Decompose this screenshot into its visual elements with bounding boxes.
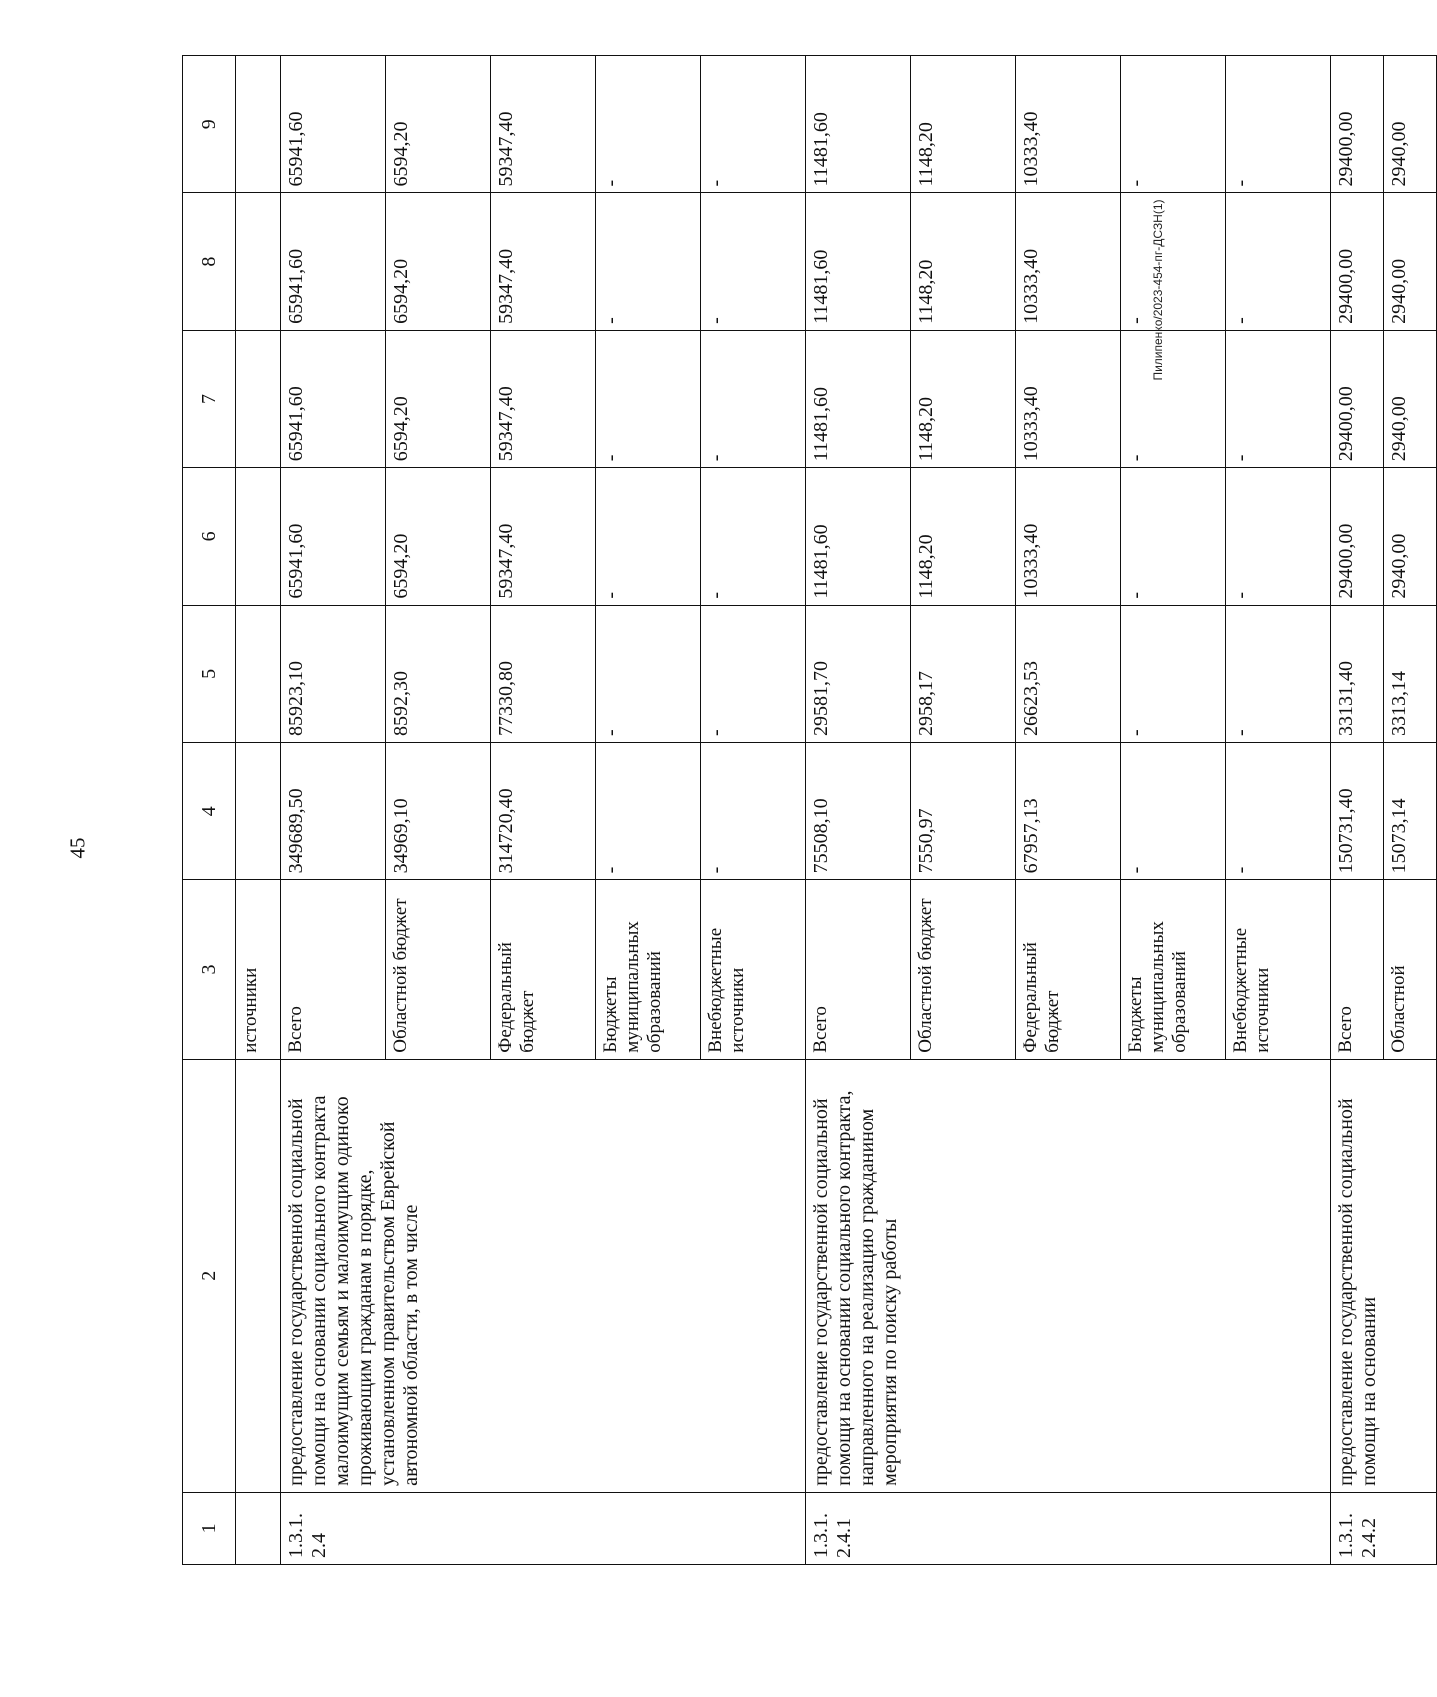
- amount-cell: 65941,60: [281, 193, 386, 330]
- amount-cell: -: [1121, 605, 1226, 742]
- amount-cell: -: [596, 743, 701, 880]
- item-description: предоставление государственной социальной помощи на основании: [1331, 1059, 1437, 1492]
- amount-cell: -: [1226, 605, 1331, 742]
- amount-cell: 6594,20: [386, 56, 491, 193]
- item-description: предоставление государственной социальной помощи на основании социального контракта, направленного на реализацию гражданином мероприятия по поиску работы: [806, 1059, 1331, 1492]
- funding-source: Областной: [1384, 880, 1437, 1059]
- amount-cell: -: [596, 56, 701, 193]
- table-row: [281, 56, 386, 1565]
- amount-cell: 29400,00: [1331, 330, 1384, 467]
- amount-cell: -: [1226, 330, 1331, 467]
- empty-cell: [236, 1059, 281, 1492]
- amount-cell: 1148,20: [911, 330, 1016, 467]
- amount-cell: -: [1121, 330, 1226, 467]
- amount-cell: 10333,40: [1016, 330, 1121, 467]
- amount-cell: 75508,10: [806, 743, 911, 880]
- amount-cell: 65941,60: [281, 468, 386, 605]
- amount-cell: -: [1121, 468, 1226, 605]
- column-header: 2: [183, 1059, 236, 1492]
- amount-cell: 1148,20: [911, 193, 1016, 330]
- funding-source: Областной бюджет: [911, 880, 1016, 1059]
- item-code: 1.3.1. 2.4.1: [806, 1492, 1331, 1564]
- amount-cell: -: [596, 330, 701, 467]
- column-header: 3: [183, 880, 236, 1059]
- empty-cell: [236, 605, 281, 742]
- amount-cell: 314720,40: [491, 743, 596, 880]
- amount-cell: 2940,00: [1384, 330, 1437, 467]
- amount-cell: 67957,13: [1016, 743, 1121, 880]
- column-header: 8: [183, 193, 236, 330]
- amount-cell: -: [596, 468, 701, 605]
- amount-cell: 10333,40: [1016, 193, 1121, 330]
- amount-cell: 2940,00: [1384, 193, 1437, 330]
- amount-cell: 6594,20: [386, 193, 491, 330]
- amount-cell: -: [596, 605, 701, 742]
- empty-cell: [236, 468, 281, 605]
- amount-cell: 59347,40: [491, 56, 596, 193]
- amount-cell: 8592,30: [386, 605, 491, 742]
- amount-cell: 349689,50: [281, 743, 386, 880]
- amount-cell: 7550,97: [911, 743, 1016, 880]
- amount-cell: -: [701, 605, 806, 742]
- amount-cell: 150731,40: [1331, 743, 1384, 880]
- amount-cell: 2940,00: [1384, 56, 1437, 193]
- amount-cell: -: [1226, 468, 1331, 605]
- amount-cell: 29400,00: [1331, 468, 1384, 605]
- amount-cell: -: [1226, 56, 1331, 193]
- amount-cell: 1148,20: [911, 56, 1016, 193]
- amount-cell: 65941,60: [281, 56, 386, 193]
- amount-cell: 6594,20: [386, 468, 491, 605]
- amount-cell: -: [701, 468, 806, 605]
- amount-cell: -: [1226, 743, 1331, 880]
- funding-source: Областной бюджет: [386, 880, 491, 1059]
- item-code: 1.3.1. 2.4.2: [1331, 1492, 1437, 1564]
- table-body: [183, 56, 1437, 1565]
- funding-source: Всего: [806, 880, 911, 1059]
- amount-cell: 2958,17: [911, 605, 1016, 742]
- amount-cell: 11481,60: [806, 330, 911, 467]
- amount-cell: 29400,00: [1331, 56, 1384, 193]
- amount-cell: 33131,40: [1331, 605, 1384, 742]
- funding-source: Федеральный бюджет: [491, 880, 596, 1059]
- amount-cell: 59347,40: [491, 193, 596, 330]
- amount-cell: 11481,60: [806, 468, 911, 605]
- table-row: [1331, 56, 1384, 1565]
- funding-source: Бюджеты муниципальных образований: [1121, 880, 1226, 1059]
- amount-cell: 11481,60: [806, 56, 911, 193]
- amount-cell: 26623,53: [1016, 605, 1121, 742]
- continuation-row: [236, 56, 281, 1565]
- amount-cell: -: [1121, 193, 1226, 330]
- budget-table: [182, 55, 1437, 1565]
- funding-source: Внебюджетные источники: [1226, 880, 1331, 1059]
- empty-cell: [236, 56, 281, 193]
- amount-cell: 15073,14: [1384, 743, 1437, 880]
- amount-cell: 77330,80: [491, 605, 596, 742]
- empty-cell: [236, 193, 281, 330]
- amount-cell: 59347,40: [491, 468, 596, 605]
- funding-source: Федеральный бюджет: [1016, 880, 1121, 1059]
- funding-source: Бюджеты муниципальных образований: [596, 880, 701, 1059]
- amount-cell: -: [596, 193, 701, 330]
- amount-cell: 34969,10: [386, 743, 491, 880]
- amount-cell: 29400,00: [1331, 193, 1384, 330]
- source-cell: источники: [236, 880, 281, 1059]
- footer-stamp: Пилипенко/2023-454-пг-ДСЗН(1): [1151, 199, 1165, 381]
- empty-cell: [236, 743, 281, 880]
- amount-cell: -: [701, 330, 806, 467]
- amount-cell: -: [701, 56, 806, 193]
- amount-cell: 1148,20: [911, 468, 1016, 605]
- amount-cell: 65941,60: [281, 330, 386, 467]
- amount-cell: 10333,40: [1016, 468, 1121, 605]
- amount-cell: 10333,40: [1016, 56, 1121, 193]
- amount-cell: 59347,40: [491, 330, 596, 467]
- amount-cell: -: [1121, 56, 1226, 193]
- amount-cell: -: [1226, 193, 1331, 330]
- column-header: 5: [183, 605, 236, 742]
- rotated-page: [182, 55, 1410, 1565]
- amount-cell: -: [1121, 743, 1226, 880]
- amount-cell: 85923,10: [281, 605, 386, 742]
- amount-cell: 11481,60: [806, 193, 911, 330]
- funding-source: Всего: [281, 880, 386, 1059]
- column-header: 6: [183, 468, 236, 605]
- empty-cell: [236, 1492, 281, 1564]
- amount-cell: 3313,14: [1384, 605, 1437, 742]
- item-description: предоставление государственной социальной помощи на основании социального контракта малоимущим семьям и малоимущим одиноко проживающим гражданам в порядке, установленном правительством Еврейской автономной области, в том числе: [281, 1059, 806, 1492]
- column-header: 1: [183, 1492, 236, 1564]
- funding-source: Всего: [1331, 880, 1384, 1059]
- column-header: 4: [183, 743, 236, 880]
- item-code: 1.3.1. 2.4: [281, 1492, 806, 1564]
- funding-source: Внебюджетные источники: [701, 880, 806, 1059]
- column-header: 9: [183, 56, 236, 193]
- amount-cell: 29581,70: [806, 605, 911, 742]
- page-number: 45: [65, 837, 90, 859]
- amount-cell: 2940,00: [1384, 468, 1437, 605]
- column-header: 7: [183, 330, 236, 467]
- empty-cell: [236, 330, 281, 467]
- amount-cell: -: [701, 743, 806, 880]
- header-row: [183, 56, 236, 1565]
- amount-cell: -: [701, 193, 806, 330]
- table-row: [806, 56, 911, 1565]
- amount-cell: 6594,20: [386, 330, 491, 467]
